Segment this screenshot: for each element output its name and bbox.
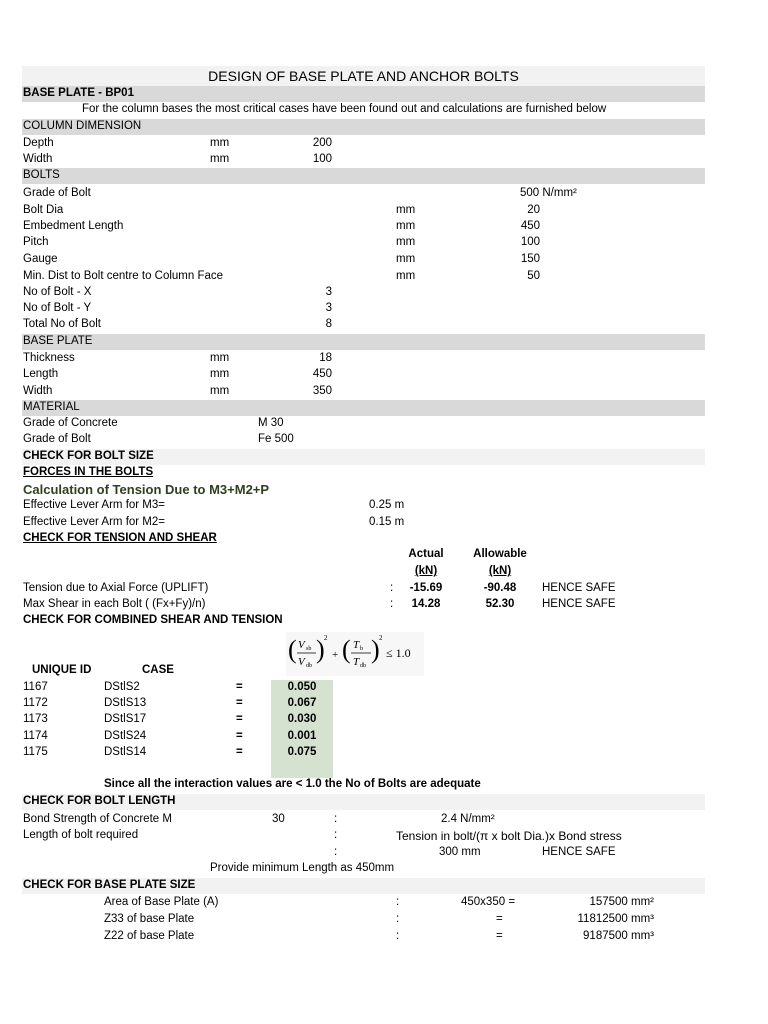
svg-text:sb: sb — [306, 646, 312, 652]
combined-conclusion: Since all the interaction values are < 1.0 the No of Bolts are adequate — [104, 778, 481, 790]
row-unit: mm — [396, 270, 416, 282]
plate-size-expr: 450x350 = — [461, 896, 516, 908]
combined-row-id: 1172 — [23, 697, 48, 709]
lever-arm-value: 0.25 m — [369, 499, 405, 511]
ts-row-label: Tension due to Axial Force (UPLIFT) — [23, 582, 209, 594]
ts-row-actual: -15.69 — [409, 582, 443, 594]
row-label: Grade of Concrete — [23, 417, 118, 429]
row-value: 50 — [527, 270, 540, 282]
combined-row-id: 1175 — [23, 746, 48, 758]
row-label: Width — [23, 385, 53, 397]
check-bolt-size-heading: CHECK FOR BOLT SIZE — [23, 450, 154, 462]
col-allowable-unit: (kN) — [488, 565, 512, 577]
bolt-grade-value: 500 N/mm² — [520, 187, 577, 199]
combined-row-value: 0.075 — [287, 746, 317, 758]
svg-text:(: ( — [342, 635, 351, 664]
tension-calc-heading: Calculation of Tension Due to M3+M2+P — [23, 482, 270, 497]
svg-text:T: T — [353, 639, 360, 651]
combined-row-id: 1174 — [23, 730, 48, 742]
row-value: M 30 — [258, 417, 284, 429]
row-label: Bolt Dia — [23, 204, 64, 216]
interaction-values-highlight — [271, 680, 333, 778]
col-allowable: Allowable — [473, 548, 527, 560]
row-label: Gauge — [23, 253, 58, 265]
combined-row-case: DStlS13 — [104, 697, 147, 709]
row-unit: mm — [210, 385, 230, 397]
bolt-length-req-label: Length of bolt required — [23, 829, 139, 841]
plate-size-value: 157500 mm² — [589, 896, 654, 908]
material-header: MATERIAL — [23, 401, 80, 413]
row-value: 150 — [520, 253, 540, 265]
row-value: 20 — [527, 204, 540, 216]
row-unit: mm — [210, 368, 230, 380]
row-label: Grade of Bolt — [23, 433, 91, 445]
plate-size-sep: : — [396, 930, 400, 942]
column-dimension-header: COLUMN DIMENSION — [23, 120, 142, 132]
bolt-length-header: CHECK FOR BOLT LENGTH — [23, 795, 176, 807]
col-case: CASE — [142, 664, 174, 676]
svg-text:): ) — [371, 635, 380, 664]
plate-size-label: Z33 of base Plate — [104, 913, 195, 925]
row-value: Fe 500 — [258, 433, 294, 445]
combined-row-eq: = — [236, 730, 243, 742]
col-actual: Actual — [408, 548, 444, 560]
plate-size-label: Area of Base Plate (A) — [104, 896, 219, 908]
bolt-length-res-sep: : — [334, 846, 338, 858]
row-value: 100 — [312, 153, 332, 165]
ts-row-actual: 14.28 — [411, 598, 441, 610]
row-value: 450 — [312, 368, 332, 380]
count-value: 8 — [325, 318, 332, 330]
row-unit: mm — [210, 153, 230, 165]
svg-text:(: ( — [288, 635, 297, 664]
combined-row-case: DStlS24 — [104, 730, 147, 742]
bolt-length-formula: Tension in bolt/(π x bolt Dia.)x Bond stress — [396, 829, 622, 843]
combined-row-eq: = — [236, 713, 243, 725]
row-unit: mm — [396, 253, 416, 265]
interaction-formula — [286, 632, 424, 676]
ts-row-allowable: -90.48 — [483, 582, 517, 594]
intro-text: For the column bases the most critical cases have been found out and calculations are furnished below — [82, 103, 607, 115]
bond-strength-grade: 30 — [272, 813, 285, 825]
formula-le: ≤ 1.0 — [386, 646, 411, 660]
bolt-length-req-sep: : — [334, 829, 338, 841]
forces-in-bolts-heading: FORCES IN THE BOLTS — [23, 466, 154, 478]
bolt-length-result: 300 mm — [439, 846, 481, 858]
svg-text:2: 2 — [324, 634, 328, 642]
row-value: 350 — [312, 385, 332, 397]
row-value: 450 — [520, 220, 540, 232]
svg-text:): ) — [316, 635, 325, 664]
col-unique-id: UNIQUE ID — [32, 664, 92, 676]
row-label: Embedment Length — [23, 220, 124, 232]
row-label: Pitch — [23, 236, 49, 248]
plate-size-header: CHECK FOR BASE PLATE SIZE — [23, 879, 196, 891]
plate-size-expr: = — [496, 930, 503, 942]
row-value: 200 — [312, 137, 332, 149]
row-label: Thickness — [23, 352, 75, 364]
combined-row-eq: = — [236, 746, 243, 758]
formula-graphic — [286, 632, 424, 676]
bolts-band — [22, 168, 705, 184]
row-label: Depth — [23, 137, 54, 149]
row-unit: mm — [396, 220, 416, 232]
base-plate-header: BASE PLATE — [23, 335, 93, 347]
base-plate-band — [22, 334, 705, 350]
combined-row-case: DStlS2 — [104, 681, 140, 693]
combined-row-value: 0.001 — [287, 730, 317, 742]
combined-row-value: 0.030 — [287, 713, 317, 725]
count-label: Total No of Bolt — [23, 318, 101, 330]
svg-text:V: V — [298, 656, 305, 668]
row-unit: mm — [396, 236, 416, 248]
plate-size-expr: = — [496, 913, 503, 925]
bolt-grade-label: Grade of Bolt — [23, 187, 91, 199]
bond-strength-label: Bond Strength of Concrete M — [23, 813, 172, 825]
svg-text:V: V — [298, 639, 305, 651]
count-value: 3 — [325, 286, 332, 298]
svg-text:db: db — [360, 663, 366, 669]
tension-shear-heading: CHECK FOR TENSION AND SHEAR — [23, 532, 217, 544]
plate-size-label: Z22 of base Plate — [104, 930, 195, 942]
plate-size-sep: : — [396, 896, 400, 908]
combined-row-eq: = — [236, 697, 243, 709]
row-label: Width — [23, 153, 53, 165]
bp-header: BASE PLATE - BP01 — [23, 87, 134, 99]
plate-size-value: 9187500 mm³ — [583, 930, 654, 942]
combined-heading: CHECK FOR COMBINED SHEAR AND TENSION — [23, 614, 283, 626]
bolt-length-status: HENCE SAFE — [542, 846, 616, 858]
svg-text:T: T — [353, 656, 360, 668]
ts-row-status: HENCE SAFE — [542, 598, 616, 610]
combined-row-value: 0.067 — [287, 697, 317, 709]
col-actual-unit: (kN) — [414, 565, 438, 577]
row-unit: mm — [396, 204, 416, 216]
bolt-length-note: Provide minimum Length as 450mm — [210, 862, 395, 874]
row-label: Length — [23, 368, 59, 380]
ts-row-allowable: 52.30 — [485, 598, 515, 610]
combined-row-value: 0.050 — [287, 681, 317, 693]
ts-row-sep: : — [390, 582, 394, 594]
page-title: DESIGN OF BASE PLATE AND ANCHOR BOLTS — [208, 68, 519, 84]
lever-arm-value: 0.15 m — [369, 516, 405, 528]
bolts-header: BOLTS — [23, 169, 60, 181]
combined-row-case: DStlS17 — [104, 713, 147, 725]
lever-arm-label: Effective Lever Arm for M2= — [23, 516, 165, 528]
svg-text:+: + — [332, 649, 339, 661]
ts-row-status: HENCE SAFE — [542, 582, 616, 594]
row-label: Min. Dist to Bolt centre to Column Face — [23, 270, 224, 282]
ts-row-label: Max Shear in each Bolt ( (Fx+Fy)/n) — [23, 598, 206, 610]
plate-size-sep: : — [396, 913, 400, 925]
svg-text:b: b — [360, 646, 363, 652]
ts-row-sep: : — [390, 598, 394, 610]
count-label: No of Bolt - X — [23, 286, 92, 298]
lever-arm-label: Effective Lever Arm for M3= — [23, 499, 165, 511]
row-value: 100 — [520, 236, 540, 248]
row-value: 18 — [319, 352, 332, 364]
svg-text:2: 2 — [379, 634, 383, 642]
bond-strength-sep: : — [334, 813, 338, 825]
combined-row-id: 1167 — [23, 681, 48, 693]
row-unit: mm — [210, 352, 230, 364]
combined-row-eq: = — [236, 681, 243, 693]
svg-text:db: db — [306, 663, 312, 669]
material-band — [22, 400, 705, 416]
combined-row-id: 1173 — [23, 713, 48, 725]
count-label: No of Bolt - Y — [23, 302, 92, 314]
bond-strength-value: 2.4 N/mm² — [441, 813, 495, 825]
plate-size-value: 11812500 mm³ — [577, 913, 654, 925]
count-value: 3 — [325, 302, 332, 314]
row-unit: mm — [210, 137, 230, 149]
combined-row-case: DStlS14 — [104, 746, 147, 758]
